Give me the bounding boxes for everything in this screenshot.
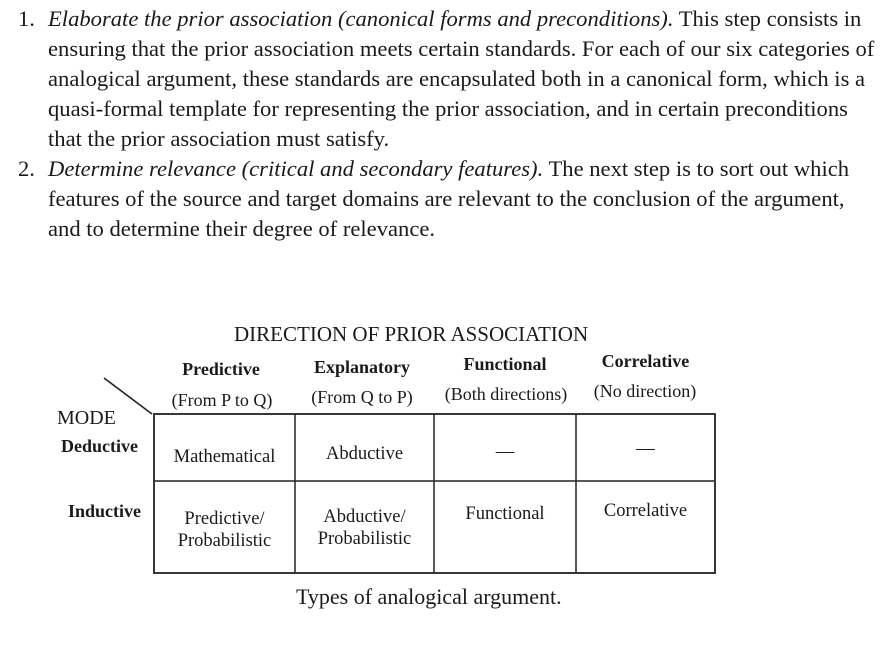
cell-text: Mathematical [173,447,276,467]
cell-text: Correlative [603,501,688,521]
column-header: Explanatory [313,357,410,377]
table-cell [295,443,434,465]
table-cell [434,441,576,463]
step-body: This step consists in ensuring that the prior association meets certain standards. For each of our six categories of analogical argument, these standards are encapsulated both in a canonical form, which is a quasi-formal template for representing the prior association, and in certain preconditions that the prior association must satisfy. [48,6,875,151]
table-cell [154,508,295,552]
row-header: Deductive [61,436,138,456]
column-subheader: (Both directions) [444,384,568,404]
cell-text: Abductive/ [323,507,406,527]
cell-text: Probabilistic [177,531,272,551]
cell-text: Predictive/ [184,509,265,529]
row-header: Inductive [68,501,142,521]
figure-header: DIRECTION OF PRIOR ASSOCIATION [234,322,589,346]
table-cell [434,503,576,525]
table-cell [576,500,715,522]
table-cell [295,506,434,550]
column-header: Functional [463,354,547,374]
cell-text: Abductive [325,444,404,464]
cell-text: Functional [465,504,545,524]
cell-text: — [495,442,515,462]
column-subheader: (From Q to P) [311,387,413,407]
column-subheader: (No direction) [593,381,697,401]
step-title: Elaborate the prior association (canonical forms and preconditions). [48,6,674,31]
table-cell [576,438,715,460]
cell-text: — [636,439,655,459]
column-subheader: (From P to Q) [171,390,273,410]
mode-label: MODE [57,407,116,429]
step-body: The next step is to sort out which features of the source and target domains are relevant to the conclusion of the argument, and to determine their degree of relevance. [48,156,850,241]
step-number: 1. [18,6,35,31]
table-cell [154,446,295,468]
column-header: Predictive [182,359,260,379]
cell-text: Probabilistic [317,529,412,549]
column-header: Correlative [601,351,690,371]
step-title: Determine relevance (critical and secondary features). [48,156,544,181]
figure-caption: Types of analogical argument. [296,584,562,609]
step-number: 2. [18,156,35,181]
